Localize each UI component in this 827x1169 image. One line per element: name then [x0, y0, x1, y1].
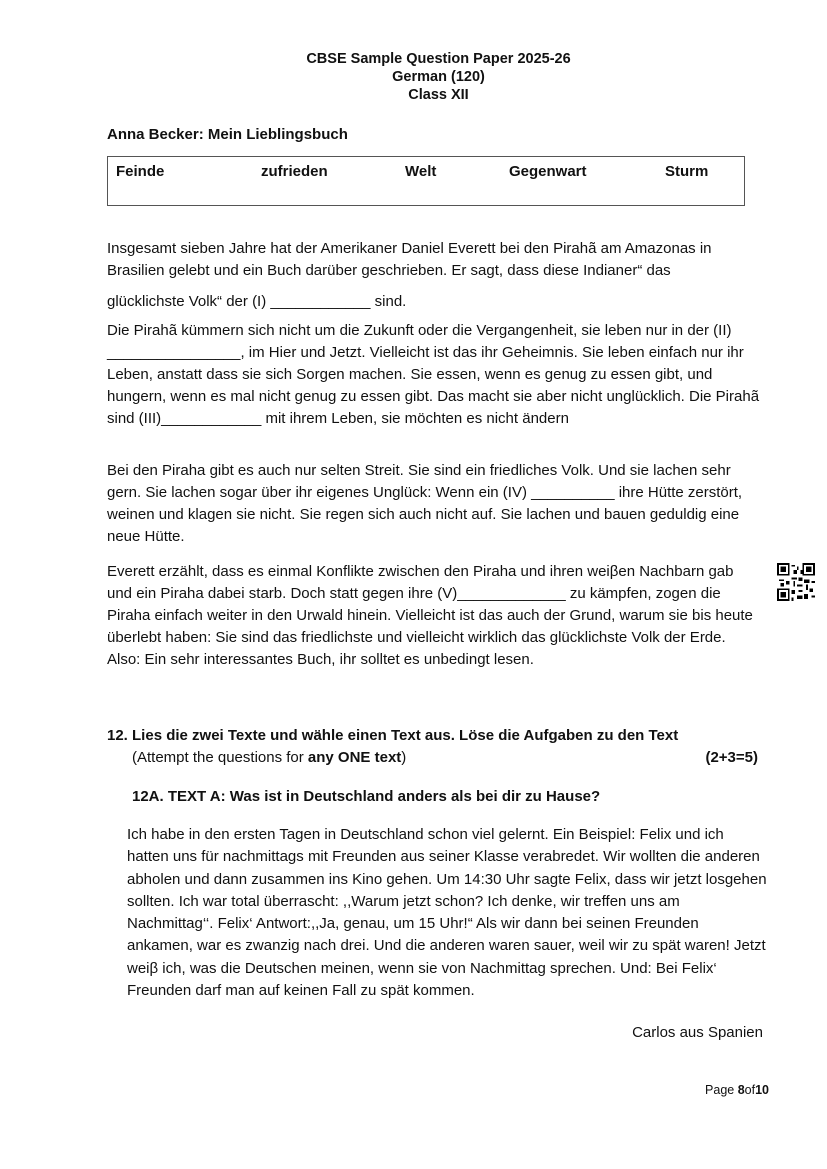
- word-box-item: Gegenwart: [509, 163, 587, 180]
- question-12-marks: (2+3=5): [705, 749, 758, 766]
- page-number: Page 8of10: [705, 1083, 769, 1097]
- word-box-item: Welt: [405, 163, 437, 180]
- word-box: [107, 156, 745, 206]
- paper-title: CBSE Sample Question Paper 2025-26: [306, 51, 571, 67]
- paragraph: glücklichste Volk“ der (I) ____________ sind.: [107, 293, 407, 310]
- question-12-heading: 12. Lies die zwei Texte und wähle einen Text aus. Löse die Aufgaben zu den Text: [107, 727, 679, 744]
- paragraph: Die Pirahã kümmern sich nicht um die Zukunft oder die Vergangenheit, sie leben nur in der (II) ________________, im Hier und Jetzt. Vielleicht ist das ihr Geheimnis. Sie leben einfach nur ihr Leben, anstatt dass sie sich Sorgen machen. Sie essen, wenn es genug zu essen gibt, und hungern, wenn es mal nicht genug zu essen gibt. Das macht sie aber nicht unglücklich. Die Pirahã sind (III)____________ mit ihrem Leben, sie möchten es nicht ändern: [107, 322, 760, 427]
- paragraph: Bei den Piraha gibt es auch nur selten Streit. Sie sind ein friedliches Volk. Und sie lachen sehr gern. Sie lachen sogar über ihr eigenes Unglück: Wenn ein (IV) __________ ihre Hütte zerstört, weinen und klagen sie nicht. Sie regen sich auch nicht auf. Sie lachen und bauen geduldig eine neue Hütte.: [107, 462, 743, 545]
- text-a-signature: Carlos aus Spanien: [632, 1024, 763, 1041]
- word-box-item: Sturm: [665, 163, 709, 180]
- word-box-item: zufrieden: [261, 163, 328, 180]
- paper-header: [0, 50, 827, 104]
- section-title: Anna Becker: Mein Lieblingsbuch: [107, 126, 348, 143]
- text-a-body: Ich habe in den ersten Tagen in Deutschland schon viel gelernt. Ein Beispiel: Felix und ich hatten uns für nachmittags mit Freunden aus seiner Klasse verabredet. Wir wollten die anderen abholen und dann zusammen ins Kino gehen. Um 14:30 Uhr sagte Felix, dass wir jetzt losgehen sollten. Ich war total überrascht: ,,Warum jetzt schon? Ich denke, wir treffen uns am Nachmittag‘‘. Felix‘ Antwort:,,Ja, genau, um 15 Uhr!“ Als wir dann bei seinen Freunden ankamen, war es zwanzig nach drei. Und die anderen waren sauer, weil wir zu spät waren! Jetzt weiβ ich, was die Deutschen meinen, wenn sie von Nachmittag sprechen. Und: Bei Felix‘ Freunden darf man auf keinen Fall zu spät kommen.: [127, 826, 767, 1000]
- word-box-item: Feinde: [116, 163, 165, 180]
- class-line: Class XII: [408, 87, 469, 103]
- text-a-heading: 12A. TEXT A: Was ist in Deutschland anders als bei dir zu Hause?: [132, 788, 601, 805]
- subject-line: German (120): [392, 69, 485, 85]
- paragraph: Insgesamt sieben Jahre hat der Amerikaner Daniel Everett bei den Pirahã am Amazonas in Brasilien gelebt und ein Buch darüber geschrieben. Er sagt, dass diese Indianer“ das: [107, 240, 712, 279]
- paragraph: Everett erzählt, dass es einmal Konflikte zwischen den Piraha und ihren weiβen Nachbarn gab und ein Piraha dabei starb. Doch statt gegen ihre (V)_____________ zu kämpfen, zogen die Piraha einfach weiter in den Urwald hinein. Vielleicht ist das auch der Grund, warum sie bis heute überlebt haben: Sie sind das friedlichste und vielleicht wirklich das glücklichste Volk der Erde. Also: Ein sehr interessantes Buch, ihr solltet es unbedingt lesen.: [107, 563, 753, 668]
- qr-code-icon: [777, 563, 815, 601]
- question-12-instruction: (Attempt the questions for any ONE text): [132, 749, 407, 766]
